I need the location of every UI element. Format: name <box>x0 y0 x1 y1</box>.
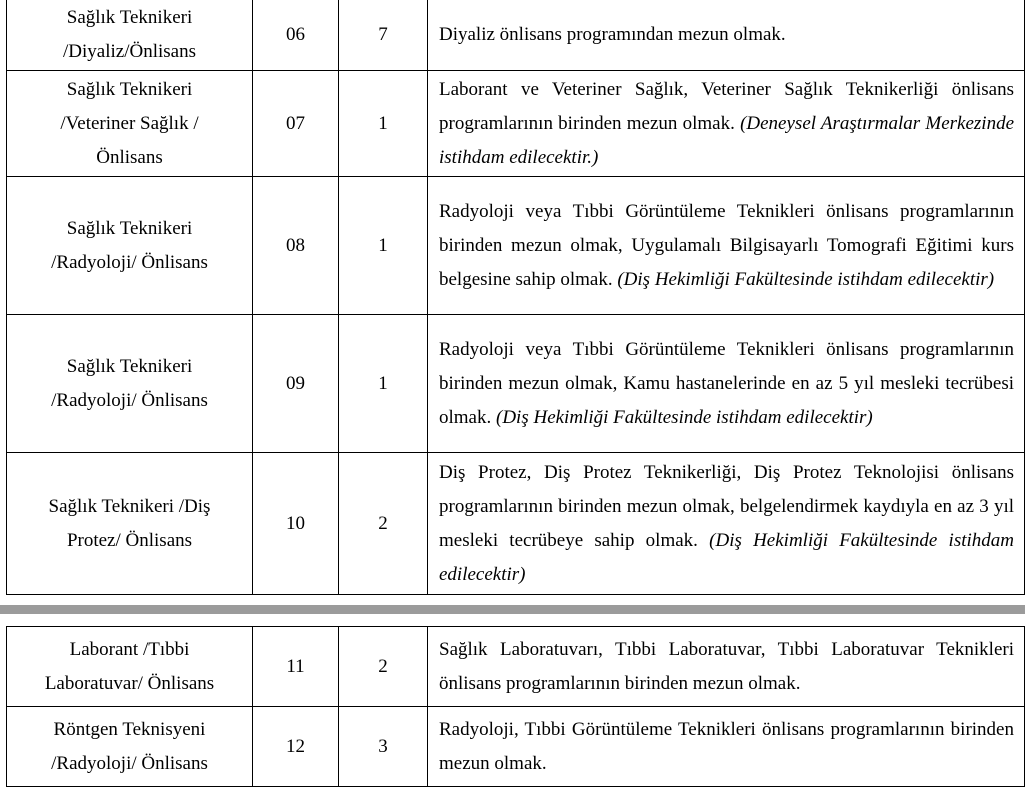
position-count: 3 <box>339 707 428 787</box>
position-count: 2 <box>339 453 428 595</box>
position-requirement <box>428 71 1025 177</box>
table-row <box>7 627 1025 707</box>
position-requirement <box>428 453 1025 595</box>
position-title-text: Sağlık Teknikeri /Veteriner Sağlık / Önlisans <box>60 78 199 168</box>
position-requirement <box>428 0 1025 71</box>
position-code: 10 <box>253 453 339 595</box>
position-title-text: Sağlık Teknikeri /Radyoloji/ Önlisans <box>51 355 208 411</box>
position-code: 09 <box>253 315 339 453</box>
position-requirement <box>428 177 1025 315</box>
table-row <box>7 453 1025 595</box>
position-count: 1 <box>339 177 428 315</box>
position-title <box>7 627 253 707</box>
position-title-text: Sağlık Teknikeri /Radyoloji/ Önlisans <box>51 217 208 273</box>
table-row <box>7 71 1025 177</box>
positions-table-bottom <box>6 626 1025 787</box>
requirement-text: Diyaliz önlisans programından mezun olmak. <box>439 23 786 45</box>
table-row <box>7 0 1025 71</box>
page-break-separator <box>0 605 1025 614</box>
table-row <box>7 315 1025 453</box>
requirement-text: Radyoloji, Tıbbi Görüntüleme Teknikleri önlisans programlarının birinden mezun olmak. <box>439 718 1014 774</box>
position-code: 11 <box>253 627 339 707</box>
position-requirement <box>428 627 1025 707</box>
position-count: 2 <box>339 627 428 707</box>
requirement-text: Laborant ve Veteriner Sağlık, Veteriner Sağlık Teknikerliği önlisans programlarının birinden mezun olmak. <box>439 78 1014 134</box>
requirement-note: (Diş Hekimliği Fakültesinde istihdam edilecektir) <box>439 529 1015 585</box>
position-code: 07 <box>253 71 339 177</box>
position-title <box>7 707 253 787</box>
position-title <box>7 71 253 177</box>
position-title-text: Sağlık Teknikeri /Diş Protez/ Önlisans <box>48 495 211 551</box>
position-title-text: Laborant /Tıbbi Laboratuvar/ Önlisans <box>44 638 215 694</box>
position-title <box>7 315 253 453</box>
position-requirement <box>428 707 1025 787</box>
requirement-text: Radyoloji veya Tıbbi Görüntüleme Teknikleri önlisans programlarının birinden mezun olmak, Uygulamalı Bilgisayarlı Tomografi Eğitimi kurs belgesine sahip olmak. <box>439 200 1014 290</box>
position-title <box>7 177 253 315</box>
position-title <box>7 0 253 71</box>
position-count: 7 <box>339 0 428 71</box>
positions-table-top <box>6 0 1025 595</box>
position-title-text: Röntgen Teknisyeni /Radyoloji/ Önlisans <box>51 718 208 774</box>
position-code: 08 <box>253 177 339 315</box>
position-title <box>7 453 253 595</box>
table-row <box>7 707 1025 787</box>
position-requirement <box>428 315 1025 453</box>
requirement-text: Sağlık Laboratuvarı, Tıbbi Laboratuvar, Tıbbi Laboratuvar Teknikleri önlisans programlarının birinden mezun olmak. <box>439 638 1014 694</box>
requirement-note: (Diş Hekimliği Fakültesinde istihdam edilecektir) <box>496 406 873 428</box>
table-row <box>7 177 1025 315</box>
requirement-note: (Deneysel Araştırmalar Merkezinde istihdam edilecektir.) <box>439 112 1015 168</box>
position-code: 12 <box>253 707 339 787</box>
requirement-text: Diş Protez, Diş Protez Teknikerliği, Diş Protez Teknolojisi önlisans programlarının birinden mezun olmak, belgelendirmek kaydıyla en az 3 yıl mesleki tecrübeye sahip olmak. <box>439 461 1014 551</box>
position-code: 06 <box>253 0 339 71</box>
position-count: 1 <box>339 71 428 177</box>
position-count: 1 <box>339 315 428 453</box>
position-title-text: Sağlık Teknikeri /Diyaliz/Önlisans <box>63 6 196 62</box>
requirement-note: (Diş Hekimliği Fakültesinde istihdam edilecektir) <box>617 268 995 290</box>
requirement-text: Radyoloji veya Tıbbi Görüntüleme Teknikleri önlisans programlarının birinden mezun olmak, Kamu hastanelerinde en az 5 yıl mesleki tecrübesi olmak. <box>439 338 1014 428</box>
